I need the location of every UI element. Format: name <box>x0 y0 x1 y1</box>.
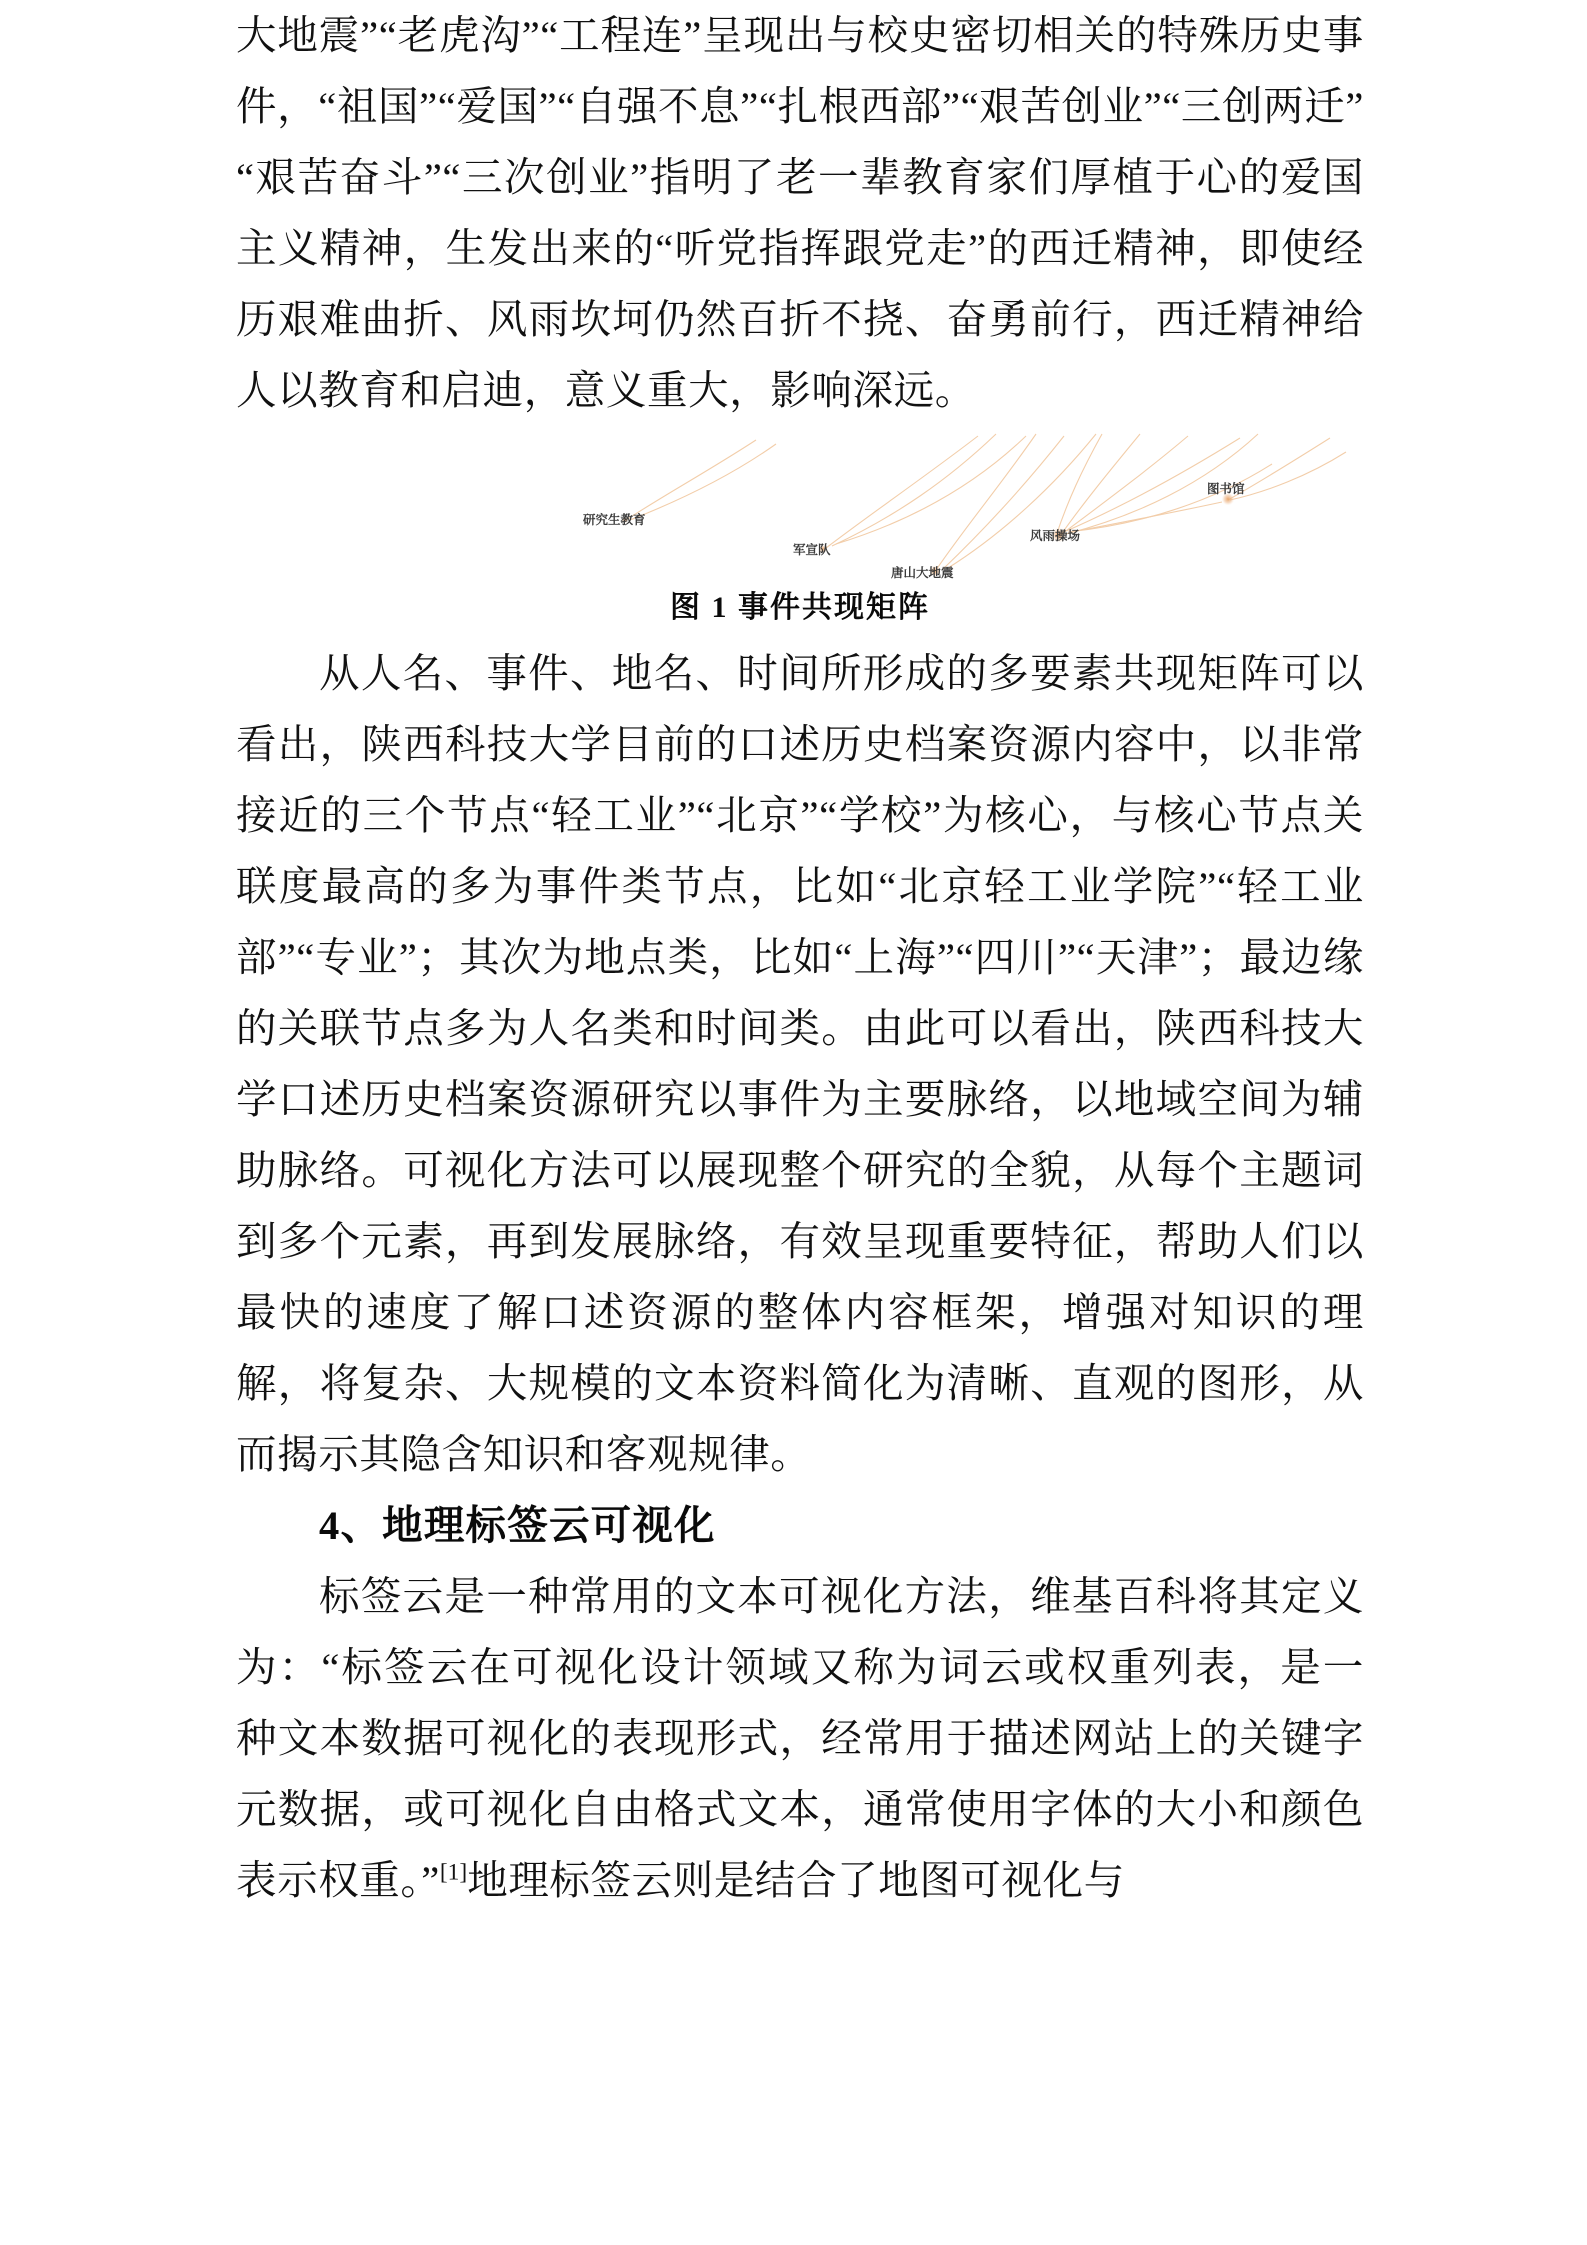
cooccurrence-network-svg <box>236 430 1364 580</box>
network-edges <box>626 434 1346 570</box>
network-node-labels <box>582 481 1245 580</box>
network-nodes <box>622 493 1235 577</box>
node-label-weather-playground: 风雨操场 <box>1030 529 1081 543</box>
node-label-library: 图书馆 <box>1207 482 1245 496</box>
citation-marker: [1] <box>439 1859 468 1886</box>
figure-1-graph <box>236 430 1364 580</box>
figure-1 <box>236 430 1364 638</box>
node-label-graduate-education: 研究生教育 <box>583 513 646 527</box>
section-heading-4: 4、地理标签云可视化 <box>319 1503 716 1548</box>
page-content <box>236 0 1364 1916</box>
paragraph-tagcloud-prefix: 标签云是一种常用的文本可视化方法，维基百科将其定义为：“标签云在可视化设计领域又称为词云或权重列表，是一种文本数据可视化的表现形式，经常用于描述网站上的关键字元数据，或可视化自由格式文本，通常使用字体的大小和颜色表示权重。” <box>236 1574 1364 1903</box>
paragraph-analysis: 从人名、事件、地名、时间所形成的多要素共现矩阵可以看出，陕西科技大学目前的口述历史档案资源内容中，以非常接近的三个节点“轻工业”“北京”“学校”为核心，与核心节点关联度最高的多为事件类节点，比如“北京轻工业学院”“轻工业部”“专业”；其次为地点类，比如“上海”“四川”“天津”；最边缘的关联节点多为人名类和时间类。由此可以看出，陕西科技大学口述历史档案资源研究以事件为主要脉络，以地域空间为辅助脉络。可视化方法可以展现整个研究的全貌，从每个主题词到多个元素，再到发展脉络，有效呈现重要特征，帮助人们以最快的速度了解口述资源的整体内容框架，增强对知识的理解，将复杂、大规模的文本资料简化为清晰、直观的图形，从而揭示其隐含知识和客观规律。 <box>236 651 1364 1477</box>
paragraph-tagcloud <box>236 1561 1364 1916</box>
node-label-military-propaganda-team: 军宣队 <box>793 543 831 557</box>
node-label-tangshan-earthquake: 唐山大地震 <box>891 566 954 580</box>
paragraph-continued: 大地震”“老虎沟”“工程连”呈现出与校史密切相关的特殊历史事件，“祖国”“爱国”“自强不息”“扎根西部”“艰苦创业”“三创两迁”“艰苦奋斗”“三次创业”指明了老一辈教育家们厚植于心的爱国主义精神，生发出来的“听党指挥跟党走”的西迁精神，即使经历艰难曲折、风雨坎坷仍然百折不挠、奋勇前行，西迁精神给人以教育和启迪，意义重大，影响深远。 <box>236 13 1364 413</box>
figure-1-caption: 图 1 事件共现矩阵 <box>670 591 930 624</box>
paragraph-tagcloud-suffix: 地理标签云则是结合了地图可视化与 <box>467 1858 1125 1903</box>
